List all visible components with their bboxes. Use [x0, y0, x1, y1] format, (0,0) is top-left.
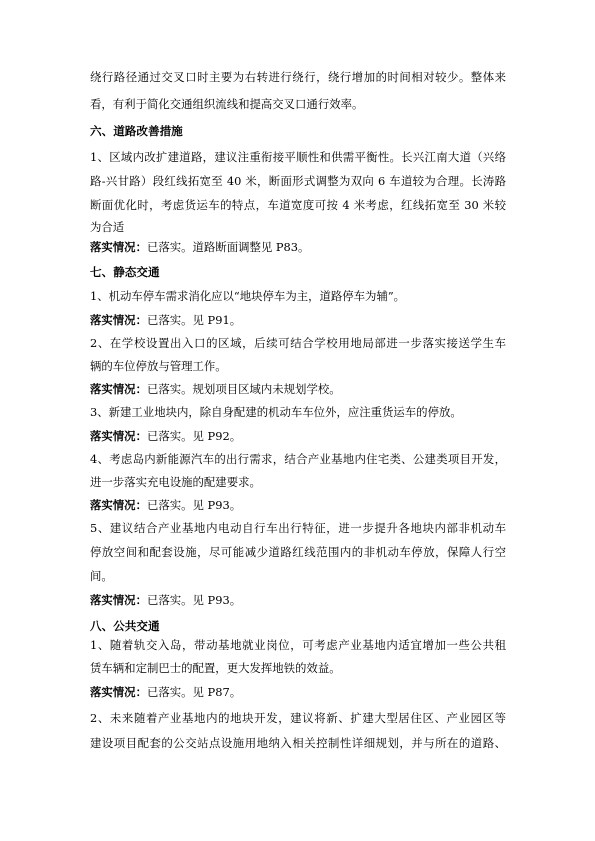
status-text: 已落实。见 P87。 — [146, 685, 242, 699]
paragraph-line: 路-兴甘路）段红线拓宽至 40 米，断面形式调整为双向 6 车道较为合理。长涛路 — [90, 174, 506, 188]
status-text: 已落实。道路断面调整见 P83。 — [146, 240, 310, 254]
status-label: 落实情况： — [90, 240, 147, 254]
paragraph-line: 停放空间和配套设施，尽可能减少道路红线范围内的非机动车停放，保障人行空 — [90, 545, 506, 559]
section-heading: 六、道路改善措施 — [90, 124, 183, 138]
status-text: 已落实。见 P91。 — [146, 313, 242, 327]
paragraph-line: 进一步落实充电设施的配建要求。 — [90, 475, 261, 489]
paragraph-line: 为合适 — [90, 220, 125, 234]
paragraph-line: 2、未来随着产业基地内的地块开发，建议将新、扩建大型居住区、产业园区等 — [90, 711, 506, 725]
paragraph-line: 看，有利于简化交通组织流线和提高交叉口通行效率。 — [90, 97, 364, 111]
implementation-status — [90, 684, 506, 700]
paragraph-line: 辆的车位停放与管理工作。 — [90, 359, 227, 373]
implementation-status — [90, 381, 506, 397]
paragraph-line: 绕行路径通过交叉口时主要为右转进行绕行，绕行增加的时间相对较少。整体来 — [90, 70, 506, 84]
status-label: 落实情况： — [90, 593, 147, 607]
paragraph-line: 2、在学校设置出入口的区域，后续可结合学校用地局部进一步落实接送学生车 — [90, 336, 506, 350]
implementation-status — [90, 592, 506, 608]
paragraph-line: 3、新建工业地块内，除自身配建的机动车车位外，应注重货运车的停放。 — [90, 405, 462, 419]
paragraph-line: 建设项目配套的公交站点设施用地纳入相关控制性详细规划，并与所在的道路、 — [90, 736, 506, 750]
paragraph-line: 1、区域内改扩建道路，建议注重衔接平顺性和供需平衡性。长兴江南大道（兴络 — [90, 150, 506, 164]
paragraph-line: 4、考虑岛内新能源汽车的出行需求，结合产业基地内住宅类、公建类项目开发， — [90, 452, 506, 466]
paragraph-line: 间。 — [90, 569, 113, 583]
status-text: 已落实。见 P93。 — [146, 498, 242, 512]
implementation-status — [90, 239, 506, 255]
paragraph-line: 赁车辆和定制巴士的配置，更大发挥地铁的效益。 — [90, 661, 341, 675]
implementation-status — [90, 497, 506, 513]
status-label: 落实情况： — [90, 382, 147, 396]
paragraph-line: 1、随着轨交入岛，带动基地就业岗位，可考虑产业基地内适宜增加一些公共租 — [90, 638, 506, 652]
status-label: 落实情况： — [90, 313, 147, 327]
status-label: 落实情况： — [90, 429, 147, 443]
status-label: 落实情况： — [90, 498, 147, 512]
section-heading: 七、静态交通 — [90, 265, 160, 279]
implementation-status — [90, 428, 506, 444]
section-heading: 八、公共交通 — [90, 619, 160, 633]
status-label: 落实情况： — [90, 685, 147, 699]
paragraph-line: 断面优化时，考虑货运车的特点，车道宽度可按 4 米考虑，红线拓宽至 30 米较 — [90, 198, 506, 212]
paragraph-line: 5、建议结合产业基地内电动自行车出行特征，进一步提升各地块内部非机动车 — [90, 521, 506, 535]
implementation-status — [90, 312, 506, 328]
status-text: 已落实。规划项目区域内未规划学校。 — [146, 382, 341, 396]
status-text: 已落实。见 P92。 — [146, 429, 242, 443]
paragraph-line: 1、机动车停车需求消化应以“地块停车为主，道路停车为辅”。 — [90, 289, 406, 303]
status-text: 已落实。见 P93。 — [146, 593, 242, 607]
